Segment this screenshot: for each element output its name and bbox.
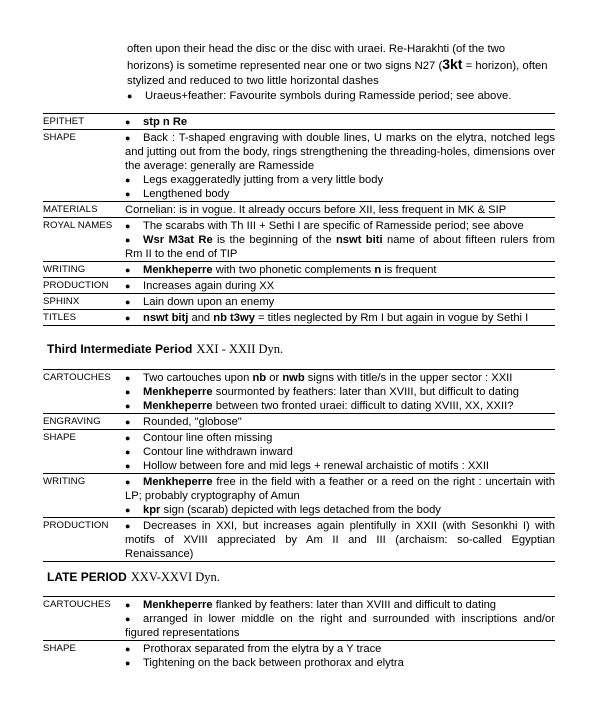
row-value: ● Menkheperre with two phonetic complements n is frequent — [125, 262, 555, 278]
late-table — [43, 596, 555, 670]
table-row — [43, 278, 555, 294]
row-label: EPITHET — [43, 114, 125, 130]
bullet-icon — [125, 131, 143, 145]
bullet-icon — [125, 399, 143, 413]
table-row — [43, 294, 555, 310]
table-row — [43, 202, 555, 218]
row-label: CARTOUCHES — [43, 370, 125, 414]
table-row — [43, 218, 555, 262]
row-label: WRITING — [43, 262, 125, 278]
row-value: ● Lain down upon an enemy — [125, 294, 555, 310]
bullet-icon — [125, 385, 143, 399]
row-value: ● Rounded, "globose" — [125, 414, 555, 430]
table-row — [43, 114, 555, 130]
row-value: ● Back : T-shaped engraving with double lines, U marks on the elytra, notched legs and jutting out from the body, rings strengthening the threading-holes, dimensions over the average: generally are Ramesside ●Legs exaggeratedly jutting from a very little body ●Lengthened body — [125, 130, 555, 202]
intro-paragraph — [127, 42, 557, 104]
bullet-icon — [125, 173, 143, 187]
row-label: PRODUCTION — [43, 518, 125, 562]
row-value: Cornelian: is in vogue. It already occurs before XII, less frequent in MK & SIP — [125, 202, 555, 218]
bullet-icon — [125, 598, 143, 612]
bullet-icon — [125, 115, 143, 129]
bullet-icon — [125, 311, 143, 325]
table-row — [43, 597, 555, 641]
row-value: ● Menkheperre free in the field with a feather or a reed on the right : uncertain with LP; probably cryptography of Amun ●kpr sign (scarab) depicted with legs detached from the body — [125, 474, 555, 518]
table-row — [43, 641, 555, 671]
bullet-icon — [125, 263, 143, 277]
row-label: MATERIALS — [43, 202, 125, 218]
bullet-icon — [125, 459, 143, 473]
tip-table — [43, 369, 555, 562]
table-row — [43, 370, 555, 414]
intro-line-4: ●Uraeus+feather: Favourite symbols during Ramesside period; see above. — [127, 89, 557, 104]
table-row — [43, 130, 555, 202]
bullet-icon — [127, 89, 145, 104]
row-value: ● Increases again during XX — [125, 278, 555, 294]
bullet-icon — [125, 519, 143, 533]
table-row — [43, 518, 555, 562]
intro-line-2: horizons) is sometime represented near one or two signs N27 (3kt = horizon), often — [127, 56, 548, 72]
table-row — [43, 430, 555, 474]
row-value: ● Prothorax separated from the elytra by a Y trace ●Tightening on the back between prothorax and elytra — [125, 641, 555, 671]
intro-line-1: often upon their head the disc or the disc with uraei. Re-Harakhti (of the two — [127, 43, 506, 55]
row-value: ● Menkheperre flanked by feathers: later than XVIII and difficult to dating ●arranged in lower middle on the right and surrounded with inscriptions and/or figured representations — [125, 597, 555, 641]
table-row — [43, 474, 555, 518]
bullet-icon — [125, 279, 143, 293]
row-value: ● stp n Re — [125, 114, 555, 130]
bullet-icon — [125, 612, 143, 626]
row-label: ENGRAVING — [43, 414, 125, 430]
bullet-icon — [125, 295, 143, 309]
bullet-icon — [125, 475, 143, 489]
tip-heading: Third Intermediate Period XXI - XXII Dyn. — [47, 342, 284, 356]
row-label: SHAPE — [43, 641, 125, 671]
row-value: ● The scarabs with Th III + Sethi I are specific of Ramesside period; see above ●Wsr M3at Re is the beginning of the nswt biti name of about fifteen rulers from Rm II to the end of TIP — [125, 218, 555, 262]
row-value: ● nswt bitj and nb t3wy = titles neglected by Rm I but again in vogue by Sethi I — [125, 310, 555, 326]
row-label: TITLES — [43, 310, 125, 326]
row-value: ● Two cartouches upon nb or nwb signs with title/s in the upper sector : XXII ●Menkheperre sourmonted by feathers: later than XVIII, but difficult to dating ●Menkheperre between two fronted uraei: difficult to dating XVIII, XX, XXII? — [125, 370, 555, 414]
row-label: SHAPE — [43, 430, 125, 474]
row-label: ROYAL NAMES — [43, 218, 125, 262]
bullet-icon — [125, 371, 143, 385]
bullet-icon — [125, 445, 143, 459]
row-label: SPHINX — [43, 294, 125, 310]
row-label: PRODUCTION — [43, 278, 125, 294]
table-row — [43, 262, 555, 278]
row-value: ● Decreases in XXI, but increases again plentifully in XXII (with Sesonkhi I) with motifs of XVIII appreciated by Am II and III (archaism: so-called Egyptian Renaissance) — [125, 518, 555, 562]
bullet-icon — [125, 656, 143, 670]
table-row — [43, 310, 555, 326]
table-row — [43, 414, 555, 430]
bullet-icon — [125, 219, 143, 233]
late-heading: LATE PERIOD XXV-XXVI Dyn. — [47, 570, 220, 584]
ramesside-table — [43, 113, 555, 326]
row-label: WRITING — [43, 474, 125, 518]
bullet-icon — [125, 415, 143, 429]
bullet-icon — [125, 431, 143, 445]
row-label: CARTOUCHES — [43, 597, 125, 641]
bullet-icon — [125, 233, 143, 247]
row-value: ● Contour line often missing ●Contour line withdrawn inward ●Hollow between fore and mid legs + renewal archaistic of motifs : XXII — [125, 430, 555, 474]
bullet-icon — [125, 187, 143, 201]
bullet-icon — [125, 503, 143, 517]
row-label: SHAPE — [43, 130, 125, 202]
intro-line-3: stylized and reduced to two little horizontal dashes — [127, 75, 379, 87]
bullet-icon — [125, 642, 143, 656]
